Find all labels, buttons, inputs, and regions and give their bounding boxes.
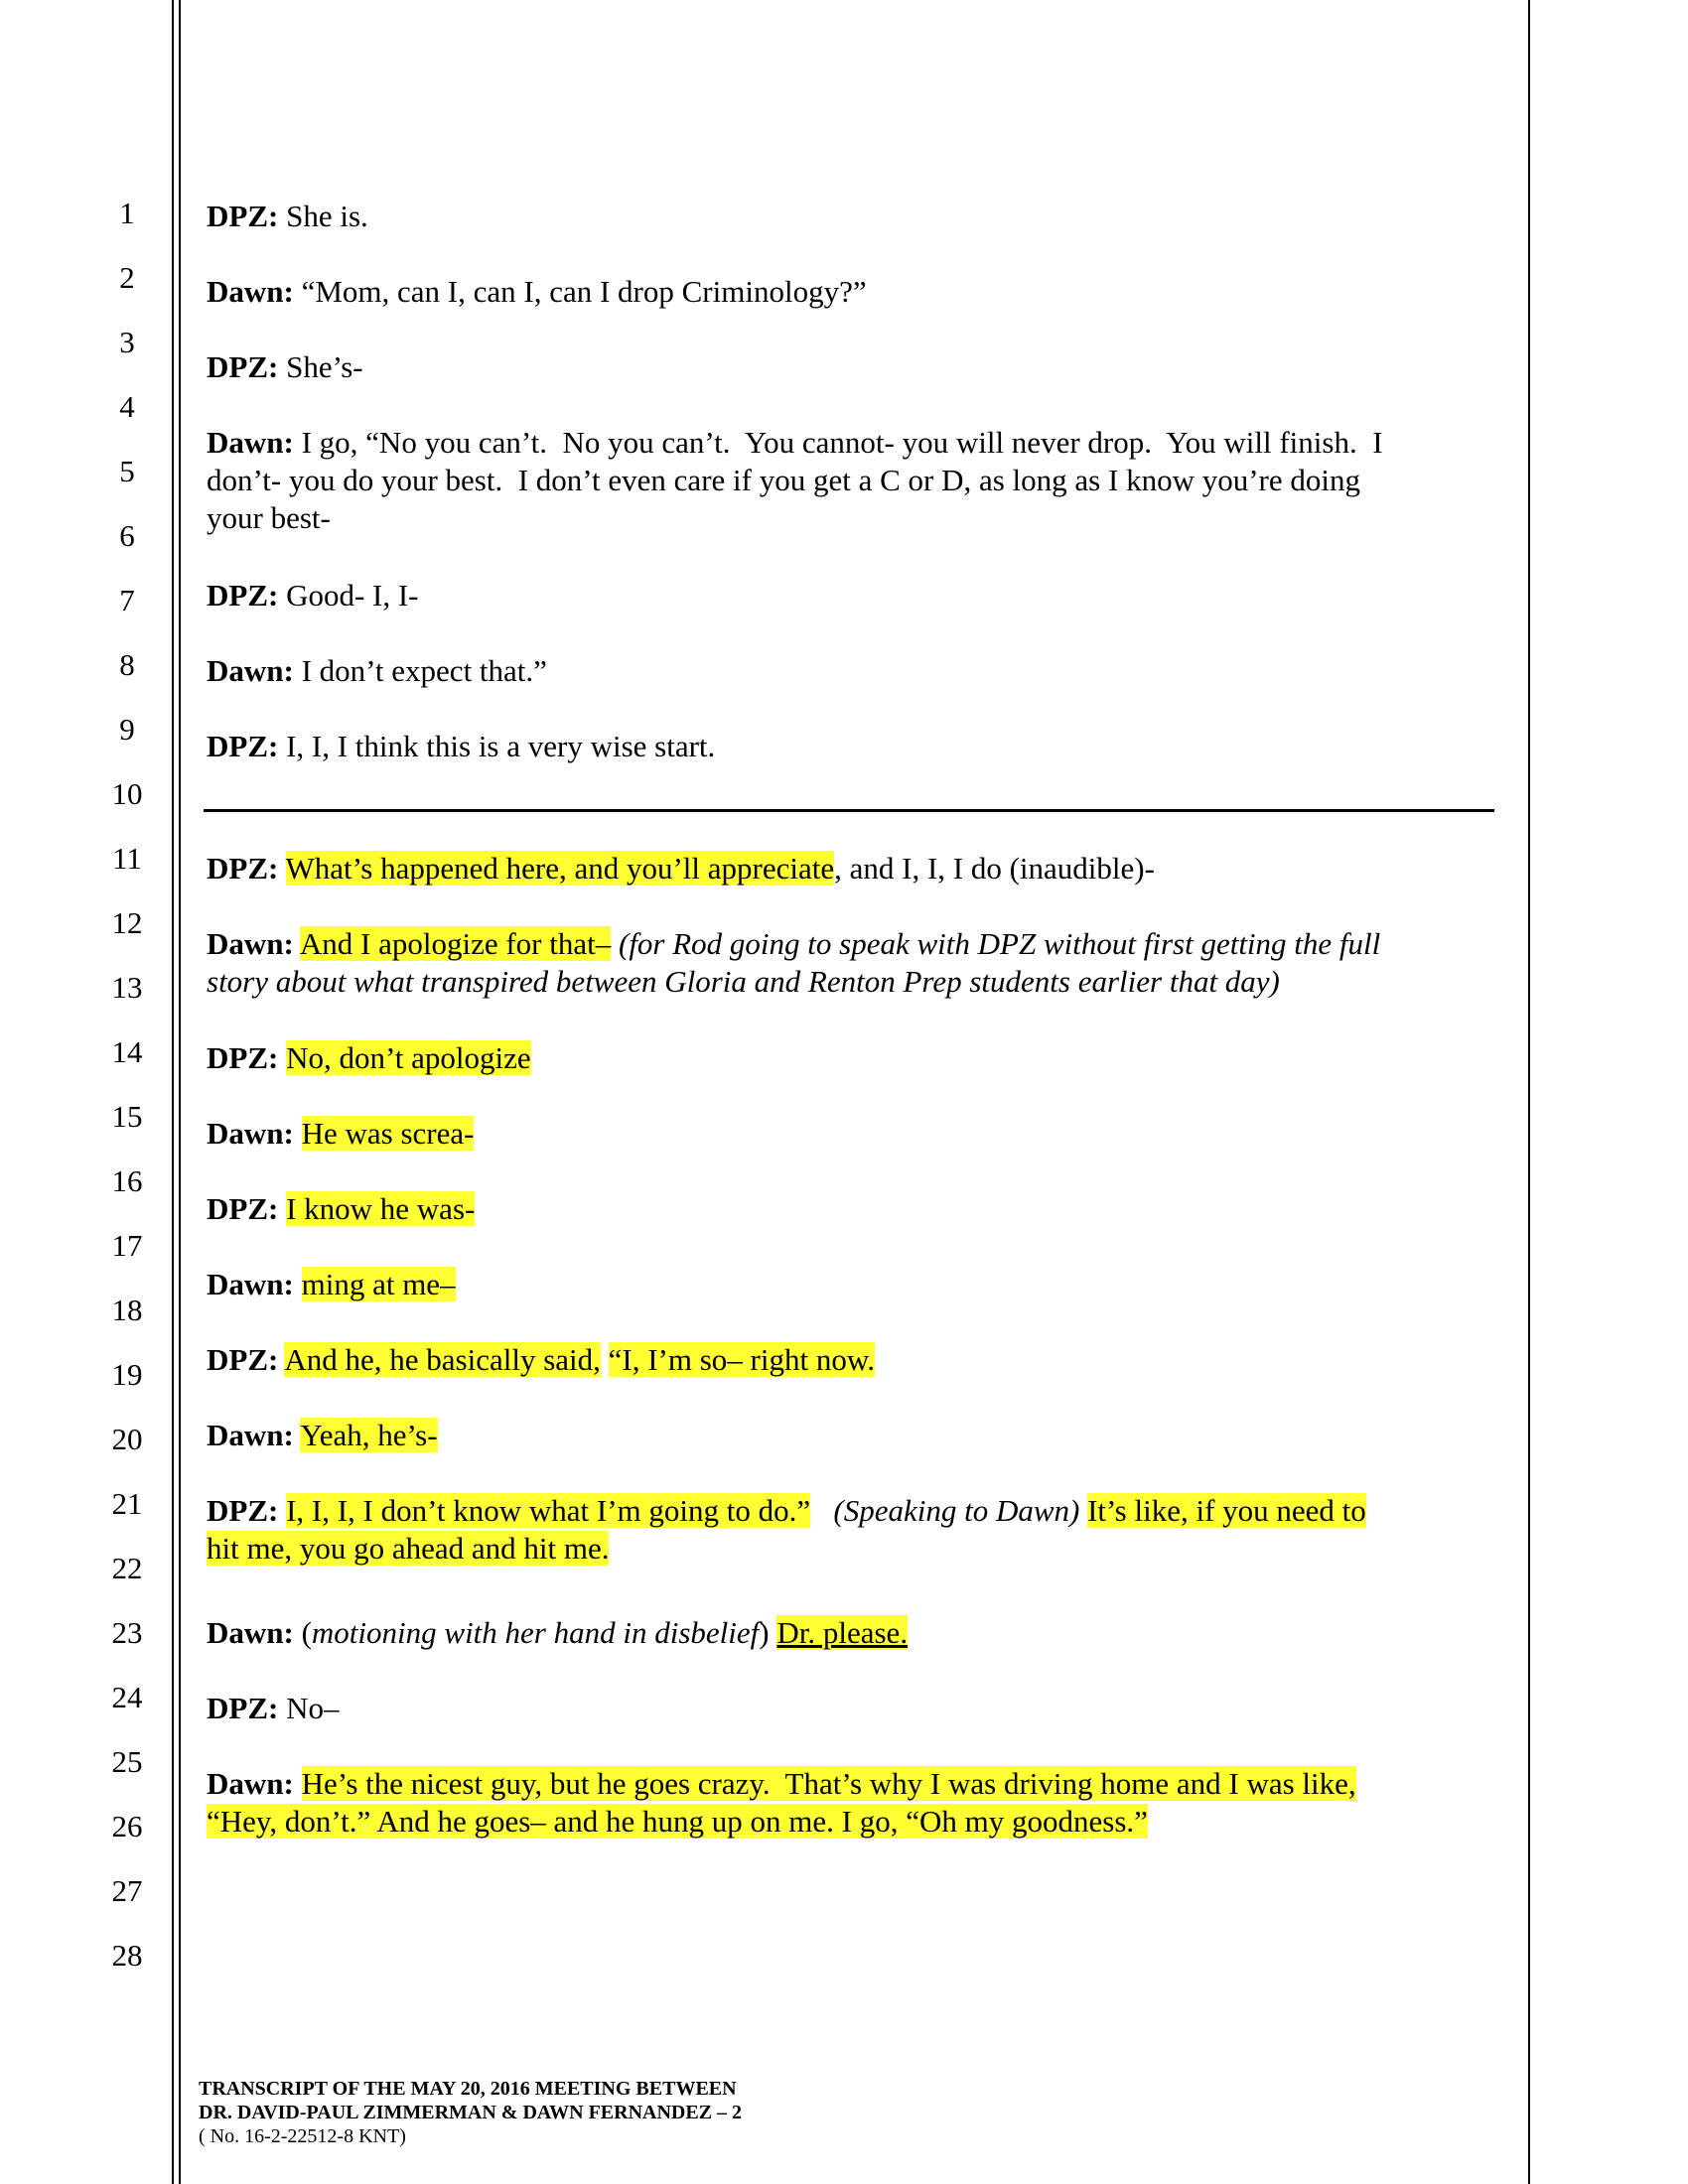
transcript-line	[207, 1417, 1497, 1454]
line-number: 25	[111, 1744, 143, 1779]
line-number: 15	[111, 1099, 143, 1134]
speaker-label: Dawn:	[207, 274, 294, 309]
dialogue-text	[294, 1116, 302, 1151]
transcript-line	[207, 728, 1497, 765]
transcript-entry	[207, 1266, 1497, 1303]
footer-case-number: ( No. 16-2-22512-8 KNT)	[199, 2125, 406, 2147]
transcript-entry	[207, 652, 1497, 690]
transcript-entry	[207, 273, 1497, 311]
transcript-entry	[207, 728, 1497, 765]
dialogue-text	[294, 926, 300, 961]
footer-title-line1: TRANSCRIPT OF THE MAY 20, 2016 MEETING BETWEEN	[199, 2078, 737, 2100]
line-number: 11	[112, 841, 142, 876]
section-divider	[204, 809, 1494, 812]
line-number: 3	[119, 325, 135, 359]
dialogue-text: I, I, I think this is a very wise start.	[278, 729, 716, 763]
highlighted-text: He’s the nicest guy, but he goes crazy. That’s why I was driving home and I was like,	[301, 1766, 1356, 1801]
line-number: 7	[119, 583, 135, 617]
dialogue-text: I go, “No you can’t. No you can’t. You cannot- you will never drop. You will finish. I	[293, 425, 1383, 460]
speaker-label: Dawn:	[207, 1418, 294, 1452]
speaker-label: DPZ:	[207, 851, 279, 886]
transcript-line	[207, 1803, 1497, 1841]
transcript-line	[207, 273, 1497, 311]
speaker-label: DPZ:	[207, 1040, 279, 1075]
transcript-line	[207, 499, 1497, 537]
line-number: 14	[111, 1034, 143, 1069]
speaker-label: Dawn:	[207, 1766, 294, 1801]
transcript-line	[207, 652, 1497, 690]
dialogue-text	[278, 1040, 286, 1075]
line-number: 13	[111, 970, 143, 1005]
line-number: 9	[119, 712, 135, 747]
transcript-line	[207, 1190, 1497, 1228]
stage-direction-text: (for Rod going to speak with DPZ without first getting the full	[619, 926, 1381, 961]
speaker-label: Dawn:	[207, 1116, 294, 1151]
transcript-line	[207, 1614, 1497, 1652]
transcript-line	[207, 462, 1497, 499]
speaker-label: DPZ:	[207, 1342, 279, 1377]
line-number: 4	[119, 389, 135, 424]
document-footer	[199, 2077, 742, 2148]
dialogue-text: Good- I, I-	[278, 578, 419, 613]
right-margin-rule	[1528, 0, 1530, 2184]
transcript-entry	[207, 348, 1497, 386]
line-number: 22	[111, 1551, 143, 1585]
transcript-line	[207, 1492, 1497, 1530]
speaker-label: DPZ:	[207, 1691, 279, 1725]
speaker-label: DPZ:	[207, 1191, 279, 1226]
speaker-label: Dawn:	[207, 926, 294, 961]
dialogue-text	[611, 926, 619, 961]
speaker-label: DPZ:	[207, 199, 279, 233]
transcript-entry	[207, 1115, 1497, 1153]
transcript-entry	[207, 1765, 1497, 1841]
dialogue-text	[294, 1267, 302, 1301]
transcript-entry	[207, 1039, 1497, 1077]
highlighted-text: I know he was-	[286, 1191, 476, 1226]
dialogue-text	[278, 1191, 286, 1226]
highlighted-text: And I apologize for that–	[299, 926, 612, 961]
dialogue-text: )	[759, 1615, 777, 1650]
transcript-line	[207, 963, 1497, 1001]
transcript-entry	[207, 925, 1497, 1001]
line-number: 8	[119, 647, 135, 682]
dialogue-text	[810, 1493, 833, 1528]
dialogue-text	[1079, 1493, 1087, 1528]
transcript-entry	[207, 1690, 1497, 1727]
dialogue-text: your best-	[207, 500, 331, 535]
transcript-entry	[207, 850, 1497, 887]
line-number: 16	[111, 1163, 143, 1198]
transcript-line	[207, 925, 1497, 963]
line-number: 26	[111, 1809, 143, 1843]
line-number: 17	[111, 1228, 143, 1263]
speaker-label: DPZ:	[207, 349, 279, 384]
dialogue-text	[294, 1766, 302, 1801]
line-number: 6	[119, 518, 135, 553]
line-number: 10	[111, 776, 143, 811]
line-number: 12	[111, 905, 143, 940]
highlighted-text: ming at me–	[301, 1267, 456, 1301]
dialogue-text	[278, 851, 285, 886]
transcript-entry	[207, 1492, 1497, 1568]
transcript-line	[207, 1765, 1497, 1803]
transcript-line	[207, 1690, 1497, 1727]
line-number: 18	[111, 1293, 143, 1327]
dialogue-text: (	[293, 1615, 312, 1650]
dialogue-text: I don’t expect that.”	[293, 653, 547, 688]
highlighted-text: I, I, I, I don’t know what I’m going to do.”	[286, 1493, 811, 1528]
transcript-entry	[207, 1614, 1497, 1652]
highlighted-text: No, don’t apologize	[286, 1040, 531, 1075]
highlighted-text: Yeah, he’s-	[300, 1418, 438, 1452]
transcript-line	[207, 1115, 1497, 1153]
speaker-label: Dawn:	[207, 425, 294, 460]
transcript-entry	[207, 577, 1497, 614]
line-number: 2	[119, 260, 135, 295]
speaker-label: DPZ:	[207, 578, 279, 613]
dialogue-text	[278, 1493, 286, 1528]
transcript-entry	[207, 1190, 1497, 1228]
transcript-line	[207, 577, 1497, 614]
line-number: 21	[111, 1486, 143, 1521]
transcript-entry	[207, 424, 1497, 537]
line-number: 19	[111, 1357, 143, 1392]
transcript-line	[207, 1039, 1497, 1077]
transcript-line	[207, 850, 1497, 887]
line-number: 20	[111, 1422, 143, 1456]
dialogue-text: , and I, I, I do (inaudible)-	[834, 851, 1155, 886]
speaker-label: Dawn:	[207, 1615, 294, 1650]
line-number: 1	[119, 196, 135, 230]
dialogue-text	[601, 1342, 609, 1377]
highlighted-text: And he, he basically said,	[284, 1342, 601, 1377]
highlighted-text: He was screa-	[301, 1116, 475, 1151]
highlighted-text: hit me, you go ahead and hit me.	[207, 1531, 610, 1566]
speaker-label: DPZ:	[207, 729, 279, 763]
transcript-line	[207, 424, 1497, 462]
highlighted-text: What’s happened here, and you’ll appreciate	[285, 851, 835, 886]
transcript-line	[207, 1341, 1497, 1379]
stage-direction-text: story about what transpired between Gloria and Renton Prep students earlier that day)	[207, 964, 1280, 999]
transcript-entry	[207, 1341, 1497, 1379]
transcript-entry	[207, 198, 1497, 235]
left-margin-rule-inner	[179, 0, 181, 2184]
dialogue-text: She is.	[278, 199, 368, 233]
speaker-label: DPZ:	[207, 1493, 279, 1528]
highlighted-text: Dr. please.	[776, 1615, 909, 1650]
transcript-line	[207, 1530, 1497, 1568]
dialogue-text: She’s-	[278, 349, 363, 384]
line-number: 28	[111, 1938, 143, 1973]
line-number: 5	[119, 454, 135, 488]
transcript-line	[207, 348, 1497, 386]
highlighted-text: It’s like, if you need to	[1087, 1493, 1366, 1528]
dialogue-text: don’t- you do your best. I don’t even care if you get a C or D, as long as I know you’re doing	[207, 463, 1360, 497]
speaker-label: Dawn:	[207, 1267, 294, 1301]
transcript-line	[207, 1266, 1497, 1303]
line-number: 27	[111, 1873, 143, 1908]
highlighted-text: “I, I’m so– right now.	[608, 1342, 875, 1377]
line-number: 23	[111, 1615, 143, 1650]
line-number: 24	[111, 1680, 143, 1714]
stage-direction-text: motioning with her hand in disbelief	[311, 1615, 760, 1650]
footer-title-line2: DR. DAVID-PAUL ZIMMERMAN & DAWN FERNANDEZ – 2	[199, 2102, 743, 2123]
left-margin-rule	[172, 0, 174, 2184]
speaker-label: Dawn:	[207, 653, 294, 688]
transcript-line	[207, 198, 1497, 235]
stage-direction-text: (Speaking to Dawn)	[833, 1493, 1080, 1528]
dialogue-text: No–	[278, 1691, 340, 1725]
dialogue-text: “Mom, can I, can I, can I drop Criminology?”	[293, 274, 867, 309]
transcript-entry	[207, 1417, 1497, 1454]
highlighted-text: “Hey, don’t.” And he goes– and he hung up on me. I go, “Oh my goodness.”	[207, 1804, 1148, 1839]
